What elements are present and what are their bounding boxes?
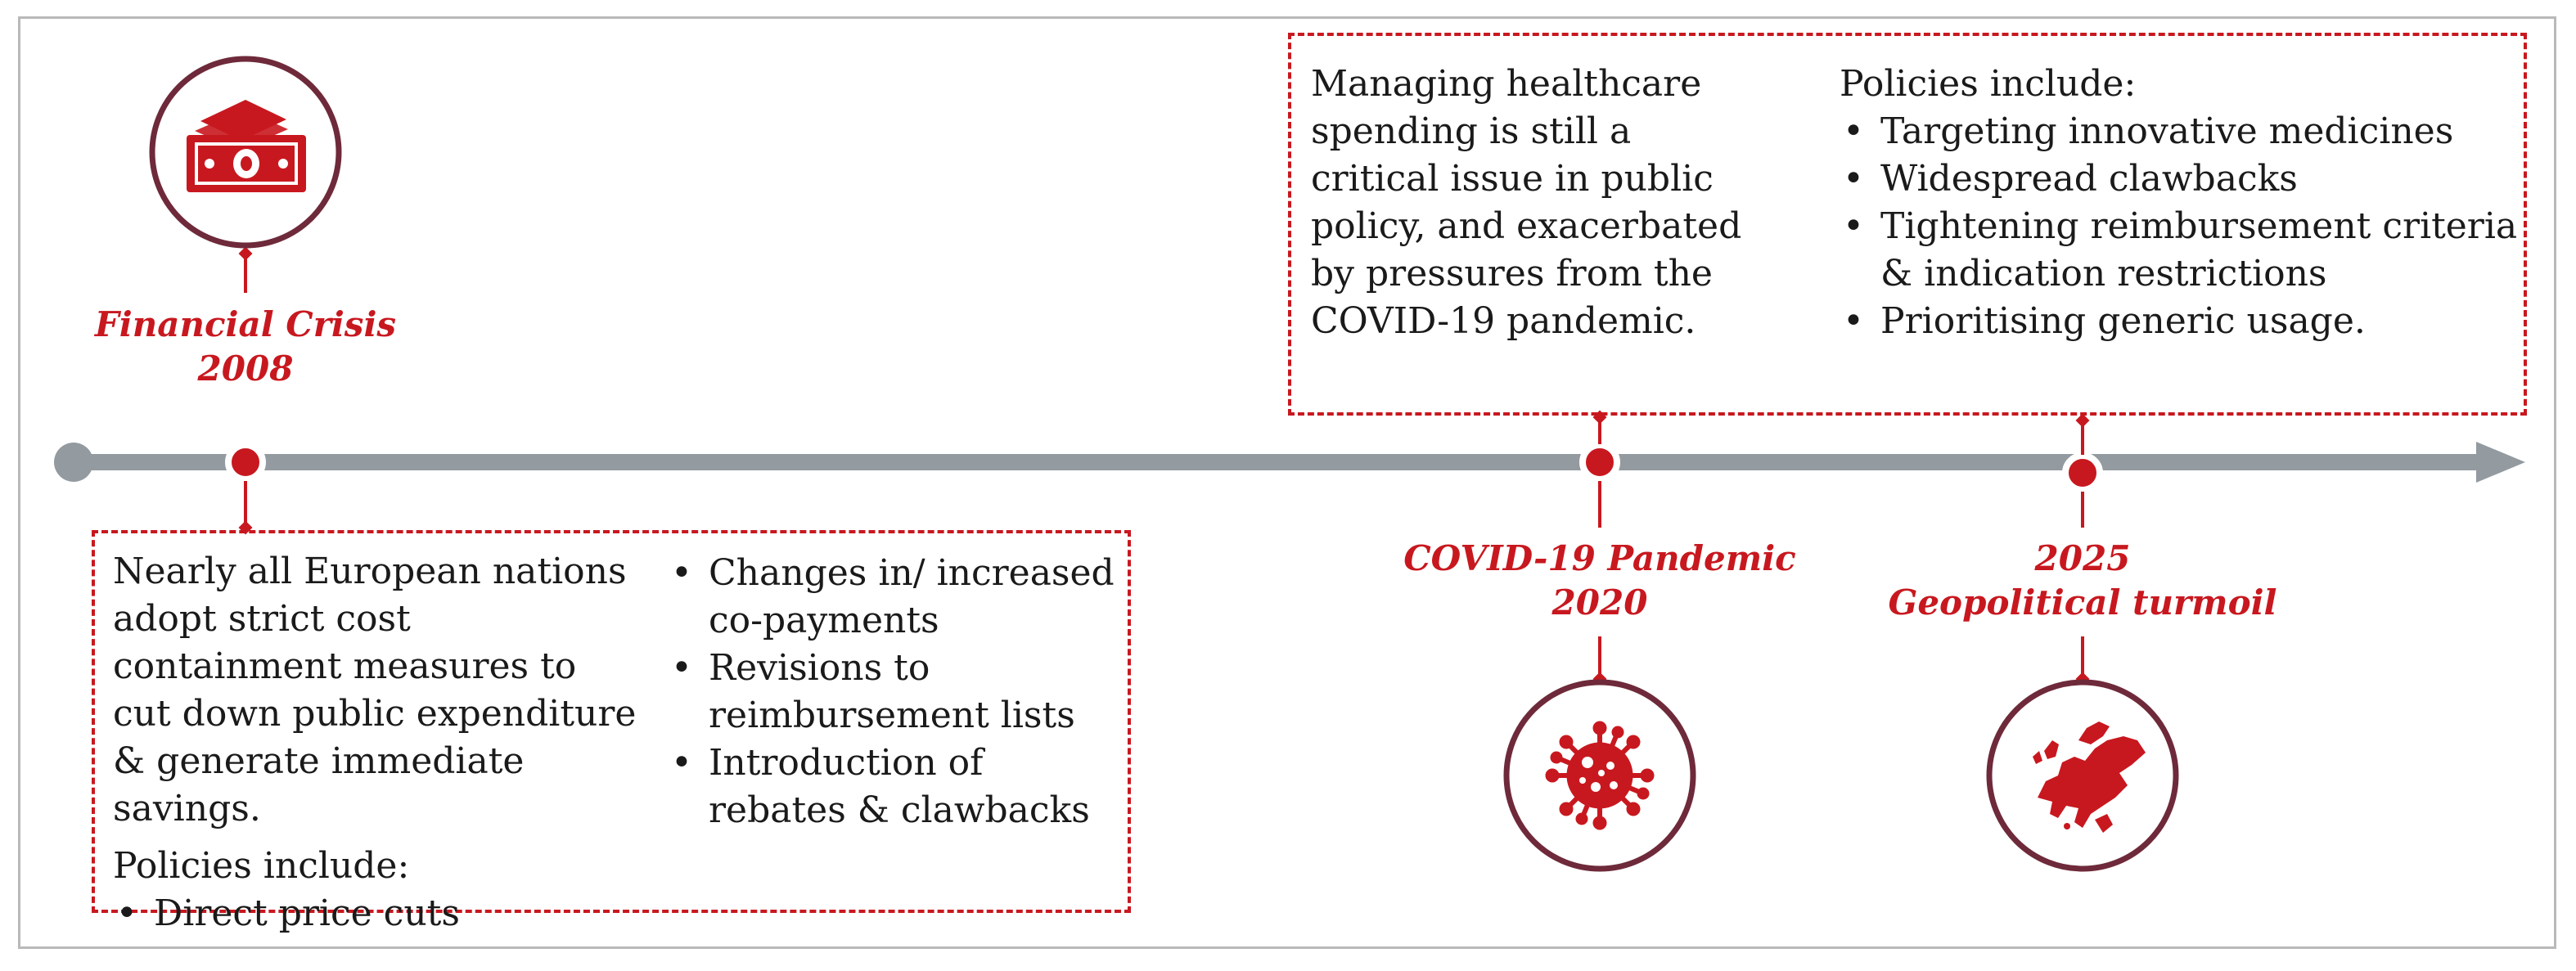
timeline-start-dot [54, 443, 93, 482]
crisis-policies-heading: Policies include: [113, 845, 410, 887]
geo-marker [2065, 456, 2100, 490]
crisis-policy-list-left [113, 890, 637, 937]
crisis-summary: Nearly all European nations adopt strict cost containment measures to cut down public expenditure & generate immediate savings. [113, 551, 637, 829]
crisis-description-text [113, 548, 637, 937]
geo-label [1878, 537, 2287, 625]
covid-policy-item: • Prioritising generic usage. [1840, 298, 2519, 345]
crisis-policy-list-right [668, 550, 1126, 834]
crisis-policy-item: • Direct price cuts [113, 890, 637, 937]
crisis-year: 2008 [197, 348, 294, 389]
geo-year: 2025 [2034, 538, 2131, 578]
covid-policy-item: • Tightening reimbursement criteria & indication restrictions [1840, 203, 2519, 298]
covid-summary: Managing healthcare spending is still a critical issue in public policy, and exacerbated by pressures from the COVID-19 pandemic. [1311, 63, 1742, 342]
geo-title: Geopolitical turmoil [1888, 582, 2277, 623]
covid-label [1395, 537, 1804, 625]
covid-policy-item: • Widespread clawbacks [1840, 155, 2519, 203]
crisis-policy-item: • Changes in/ increased co-payments [668, 550, 1126, 645]
virus-icon [1546, 722, 1654, 829]
covid-year: 2020 [1551, 582, 1648, 623]
crisis-marker [228, 445, 263, 479]
crisis-connector-diamond [239, 247, 253, 261]
crisis-policy-item: • Introduction of rebates & clawbacks [668, 739, 1126, 834]
crisis-policy-item: • Revisions to reimbursement lists [668, 645, 1126, 739]
covid-policy-item: • Targeting innovative medicines [1840, 108, 2519, 155]
geo-top-diamond [2076, 414, 2090, 428]
timeline-arrowhead [2476, 442, 2525, 483]
covid-policies [1840, 61, 2519, 345]
covid-marker [1583, 445, 1617, 479]
crisis-label [90, 303, 401, 391]
crisis-title: Financial Crisis [94, 304, 397, 344]
covid-title: COVID-19 Pandemic [1403, 538, 1796, 578]
covid-policy-list [1840, 108, 2519, 345]
covid-policies-heading: Policies include: [1840, 63, 2137, 105]
